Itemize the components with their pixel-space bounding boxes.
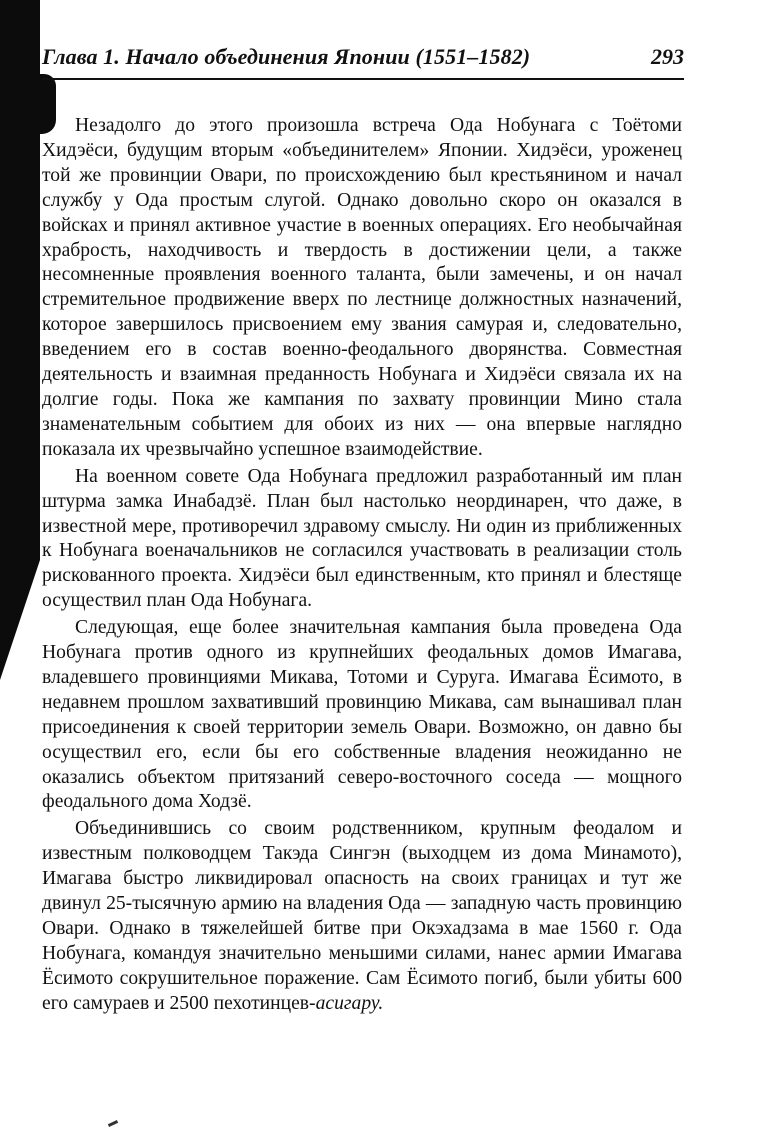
- stray-scan-mark: [108, 1120, 118, 1127]
- running-head: [42, 44, 684, 80]
- scan-shadow-edge: [0, 0, 44, 1140]
- paragraph-3: Следующая, еще более значительная кампания была проведена Ода Нобунага против одного из крупнейших феодальных домов Имагава, владевшего провинциями Микава, Тотоми и Суруга. Имагава Ёсимото, в недавнем прошлом захвативший провинцию Микава, сам вынашивал план присоединения к своей территории земель Овари. Возможно, он давно бы осуществил его, если бы его собственные владения неожиданно не оказались объектом притязаний северо-восточного соседа — мощного феодального дома Ходзё.: [42, 617, 682, 813]
- paragraph-2: На военном совете Ода Нобунага предложил разработанный им план штурма замка Инабадзё. План был настолько неординарен, что даже, в известной мере, противоречил здравому смыслу. Ни один из приближенных к Нобунага военачальников не согласился участвовать в реализации столь рискованного проекта. Хидэёси был единственным, кто принял и блестяще осуществил план Ода Нобунага.: [42, 465, 682, 612]
- body-text: [42, 114, 682, 1017]
- paragraph-4: [42, 817, 682, 1016]
- paragraph-4-italic-term: асигару.: [315, 992, 384, 1014]
- running-title: Глава 1. Начало объединения Японии (1551–1582): [42, 44, 531, 69]
- paragraph-1: Незадолго до этого произошла встреча Ода Нобунага с Тоётоми Хидэёси, будущим вторым «объединителем» Японии. Хидэёси, уроженец той же провинции Овари, по происхождению был крестьянином и начал службу у Ода простым слугой. Однако довольно скоро он оказался в войсках и принял активное участие в военных операциях. Его необычайная храбрость, находчивость и твердость в достижении цели, а также несомненные проявления военного таланта, были замечены, и он начал стремительное продвижение вверх по лестнице должностных назначений, которое завершилось присвоением ему звания самурая и, следовательно, введением его в состав военно-феодального дворянства. Совместная деятельность и взаимная преданность Нобунага и Хидэёси связала их на долгие годы. Пока же кампания по захвату провинции Мино стала знаменательным событием для обоих из них — она впервые наглядно показала их чрезвычайно успешное взаимодействие.: [42, 115, 682, 460]
- paragraph-4-text: Объединившись со своим родственником, крупным феодалом и известным полководцем Такэда Сингэн (выходцем из дома Минамото), Имагава быстро ликвидировал опасность на своих границах и тут же двинул 25-тысячную армию на владения Ода — западную часть провинцию Овари. Однако в тяжелейшей битве при Окэхадзама в мае 1560 г. Ода Нобунага, командуя значительно меньшими силами, нанес армии Имагава Ёсимото сокрушительное поражение. Сам Ёсимото погиб, были убиты 600 его самураев и 2500 пехотинцев-: [42, 818, 682, 1014]
- page-number: 293: [651, 44, 684, 69]
- scan-shadow-taper: [0, 560, 40, 680]
